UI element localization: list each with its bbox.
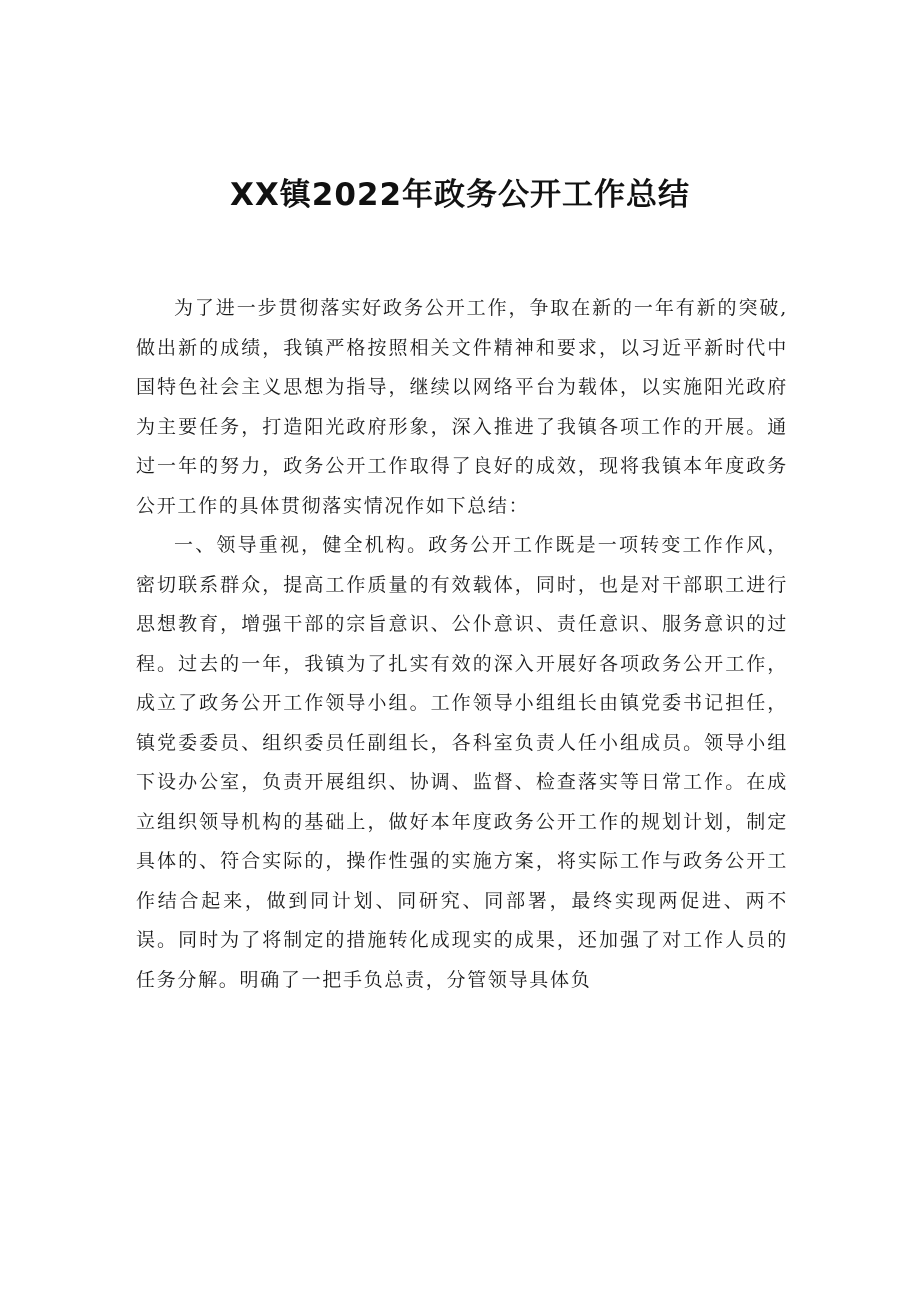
paragraph-intro: 为了进一步贯彻落实好政务公开工作，争取在新的一年有新的突破,做出新的成绩，我镇严格按照相关文件精神和要求，以习近平新时代中国特色社会主义思想为指导，继续以网络平台为载体，以实施阳光政府为主要任务，打造阳光政府形象，深入推进了我镇各项工作的开展。通过一年的努力，政务公开工作取得了良好的成效，现将我镇本年度政务公开工作的具体贯彻落实情况作如下总结： [136, 297, 788, 517]
document-title: XX镇2022年政务公开工作总结 [229, 177, 691, 213]
document-body [136, 289, 788, 1000]
paragraph-section-1: 一、领导重视，健全机构。政务公开工作既是一项转变工作作风，密切联系群众，提高工作质量的有效载体，同时，也是对干部职工进行思想教育，增强干部的宗旨意识、公仆意识、责任意识、服务意识的过程。过去的一年，我镇为了扎实有效的深入开展好各项政务公开工作，成立了政务公开工作领导小组。工作领导小组组长由镇党委书记担任，镇党委委员、组织委员任副组长，各科室负责人任小组成员。领导小组下设办公室，负责开展组织、协调、监督、检查落实等日常工作。在成立组织领导机构的基础上，做好本年度政务公开工作的规划计划，制定具体的、符合实际的，操作性强的实施方案，将实际工作与政务公开工作结合起来，做到同计划、同研究、同部署，最终实现两促进、两不误。同时为了将制定的措施转化成现实的成果，还加强了对工作人员的任务分解。明确了一把手负总责，分管领导具体负 [136, 534, 788, 991]
